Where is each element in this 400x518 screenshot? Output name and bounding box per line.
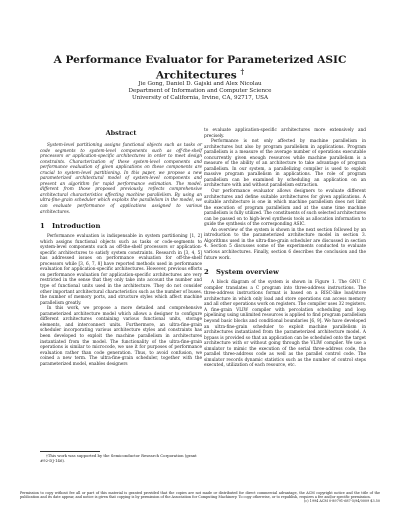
publisher-line: (c) 1994 ACM 0-89791-687-5/94/0009 $3.50	[304, 499, 380, 504]
footnote	[40, 451, 202, 463]
abstract-paragraph: System-level partitioning assigns functional objects such as tasks or code segments to system-level components such as off-the-shelf processors or application-specific architectures in order to meet design constraints. Characterization of these system-level components and performance evaluation of given applications on these components are crucial to system-level partitioning. In this paper, we propose a new parameterized architectural model of system-level components and present an algorithm for rapid performance estimation. The model, different from those proposed previously, reflects comprehensive architectural characteristics affecting machine parallelism. By using an ultra-fine-grain scheduler which exploits the parallelism in the model, we can evaluate performance of applications assigned to various architectures.	[40, 143, 202, 215]
body-paragraph-4: An overview of the system is shown in the next section followed by an introduction to the parameterized architecture model in section 3. Algorithms used in the ultra-fine-grain scheduler are discussed in section 4. Section 5 discusses some of the experiments conducted to evaluate various architectures. Finally, section 6 describes the conclusion and the future work.	[204, 227, 366, 261]
title-footnote-mark: †	[240, 67, 245, 76]
section-number: 2	[204, 268, 209, 277]
abstract-body	[40, 143, 202, 215]
body-paragraph-3: Our performance evaluator allows designers to evaluate different architectures and define suitable architectures for given applications. A suitable architecture is one in which machine parallelism does not limit the execution of program parallelism and at the same time machine parallelism is fully utilized. The constituents of such selected architectures can be passed on to high-level synthesis tools as allocation information to guide the synthesis of the corresponding ASIC.	[204, 189, 366, 228]
copyright-text: Permission to copy without fee all or part of this material is granted provided that the copies are not made or distributed for direct commercial advantage, the ACM copyright notice and the title of the publication and its date appear, and notice is given that copying is by permission of the Association for Computing Machinery. To copy otherwise, or to republish, requires a fee and/or specific permission.	[20, 491, 380, 500]
footnote-rule	[40, 451, 100, 452]
body-paragraph-2: Performance is not only affected by machine parallelism in architectures but also by program parallelism in applications. Program parallelism is a measure of the average number of operations executable concurrently given enough resources while machine parallelism is a measure of the ability of an architecture to take advantage of program parallelism. In our system, a parallelizing compiler is used to exploit massive program parallelism in applications. The role of program parallelism can be examined by scheduling an application on an architecture with and without parallelism extraction.	[204, 139, 366, 189]
abstract-heading: Abstract	[105, 129, 137, 137]
copyright-notice	[20, 491, 380, 503]
affiliation: University of California, Irvine, CA, 92717, USA	[131, 95, 268, 102]
department: Department of Information and Computer Science	[128, 88, 272, 95]
author-block	[40, 81, 360, 103]
footnote-text: †This work was supported by the Semiconductor Research Corporation (grant #92-DJ-146).	[40, 453, 197, 463]
right-column	[204, 128, 366, 369]
intro-paragraph-1: Performance evaluation is indispensable in system partitioning [1, 2] which assigns functional objects such as tasks or code-segments to system-level components such as off-the-shelf processors or application-specific architectures to satisfy system constraints. Research in [3, 4, 5] has addressed issues on performance evaluation for off-the-shelf processors while [3, 6, 7, 8] have reported methods used in performance evaluation for application-specific architectures. However, previous efforts on performance evaluation for application-specific architectures are very restricted in the sense that they only take into account the number and type of functional units used in the architecture. They do not consider other important architectural characteristics such as the number of buses, the number of memory ports, and structure styles which affect machine parallelism greatly.	[40, 234, 202, 306]
paper-title	[20, 54, 380, 82]
authors: Jie Gong, Daniel D. Gajski and Alex Nicolau	[138, 81, 262, 87]
overview-paragraph-1: A block diagram of the system is shown in Figure 1. The GNU C compiler translates a C program into three-address instructions. The three-address instructions format is based on a RISC-like load/store architecture in which only load and store operations can access memory and all other operations work on registers. The compiler uses 32 registers. A fine-grain VLIW compiler with percolation scheduling and loop pipelining using unlimited resources is applied to find program parallelism beyond basic blocks and conditional boundaries [6, 9]. We have developed an ultra-fine-grain scheduler to exploit machine parallelism in architectures instantiated from the parameterized architecture model. A bypass is provided so that an application can be scheduled onto the target architecture with or without going through the VLIW compiler. We use a simulator to mimic the execution of the serial three-address code, the parallel three-address code as well as the parallel control code. The simulator records dynamic statistics such as the number of control steps executed, utilization of each resource, etc.	[204, 280, 366, 369]
section-title: Introduction	[52, 222, 101, 231]
left-column	[40, 143, 202, 367]
intro-paragraph-2: In this work, we propose a more detailed and comprehensive parameterized architecture model which allows a designer to configure different architectures containing various functional units, storage elements, and interconnect units. Furthermore, an ultra-fine-grain scheduler incorporating various architecture styles and constraints has been developed to exploit the machine parallelism in architectures instantiated from the model. The functionality of the ultra-fine-grain operations is similar to microcode, we use it for purposes of performance evaluation rather than code generation. Thus, to avoid confusion, we coined a new term. The ultra-fine-grain scheduler, together with the parameterized model, enables designers	[40, 306, 202, 367]
section-heading-system-overview	[204, 268, 366, 276]
title-text: A Performance Evaluator for Parameterized ASIC Architectures	[53, 54, 347, 82]
section-title: System overview	[216, 268, 279, 277]
body-paragraph-1: to evaluate application-specific architectures more extensively and precisely.	[204, 128, 366, 139]
section-heading-introduction	[40, 222, 202, 230]
section-number: 1	[40, 222, 45, 231]
